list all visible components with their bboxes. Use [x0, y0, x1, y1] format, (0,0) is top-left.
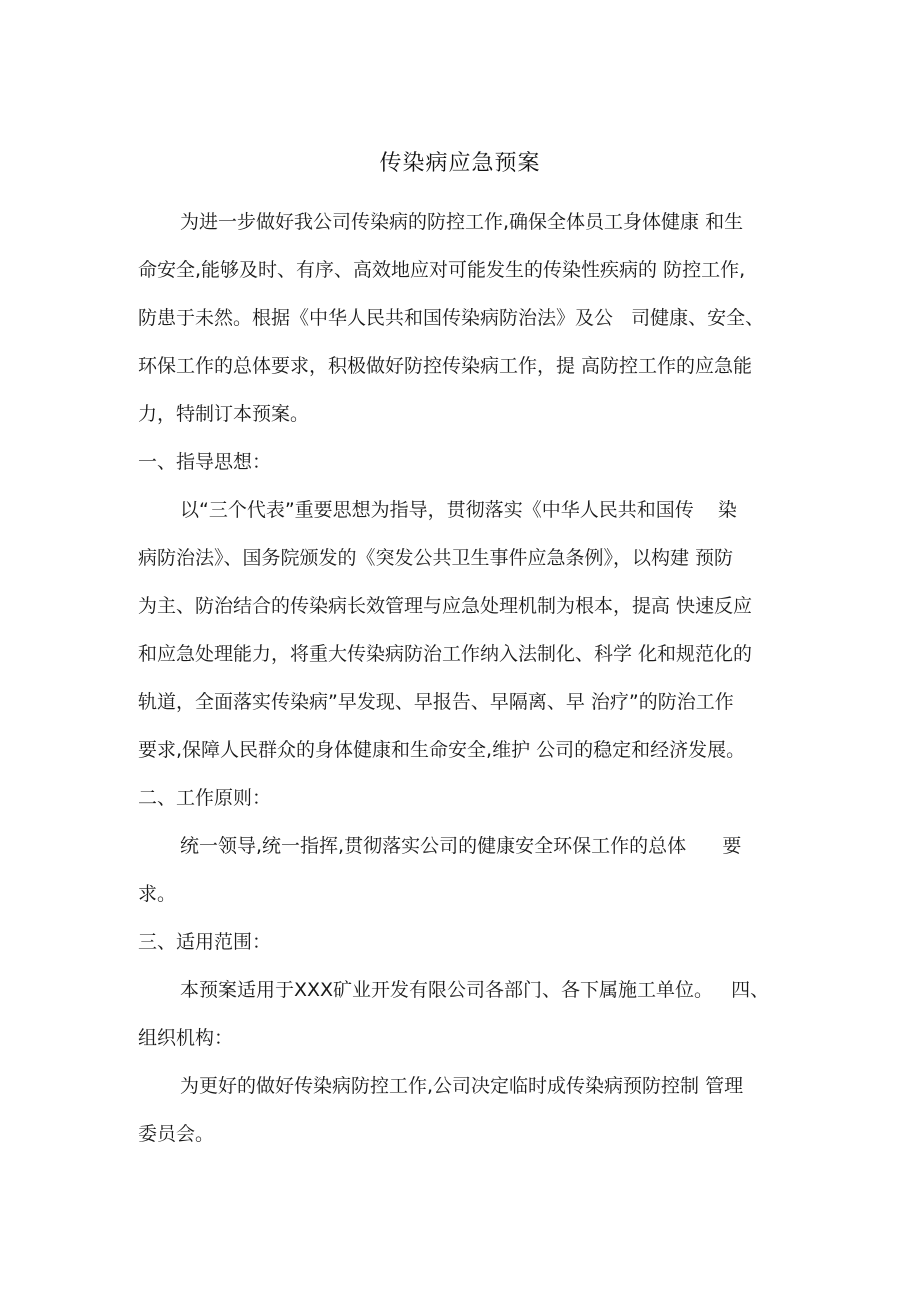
paragraph-line: 本预案适用于XXX矿业开发有限公司各部门、各下属施工单位。 四、	[180, 979, 770, 1001]
paragraph-line: 病防治法》、国务院颁发的《突发公共卫生事件应急条例》，以构建 预防	[138, 547, 734, 569]
section-heading: 二、工作原则：	[138, 787, 272, 809]
section-heading: 一、指导思想：	[138, 451, 272, 473]
paragraph-line: 统一领导,统一指挥,贯彻落实公司的健康安全环保工作的总体 要	[180, 835, 742, 857]
paragraph-line: 轨道，全面落实传染病”早发现、早报告、早隔离、早 治疗”的防治工作	[138, 691, 734, 713]
paragraph-line: 环保工作的总体要求，积极做好防控传染病工作，提 高防控工作的应急能	[138, 355, 753, 377]
paragraph-line: 为主、防治结合的传染病长效管理与应急处理机制为根本，提高 快速反应	[138, 595, 753, 617]
paragraph-line: 命安全,能够及时、有序、高效地应对可能发生的传染性疾病的 防控工作,	[138, 259, 746, 281]
paragraph-line: 力，特制订本预案。	[138, 403, 310, 425]
paragraph-line: 防患于未然。根据《中华人民共和国传染病防治法》及公 司健康、安全、	[138, 307, 765, 329]
paragraph-line: 要求,保障人民群众的身体健康和生命安全,维护 公司的稳定和经济发展。	[138, 739, 746, 761]
paragraph-line: 和应急处理能力，将重大传染病防治工作纳入法制化、科学 化和规范化的	[138, 643, 753, 665]
section-heading: 组织机构：	[138, 1027, 234, 1049]
section-heading: 三、适用范围：	[138, 931, 272, 953]
paragraph-line: 委员会。	[138, 1123, 215, 1145]
paragraph-line: 求。	[138, 883, 177, 905]
paragraph-line: 为更好的做好传染病防控工作,公司决定临时成传染病预防控制 管理	[180, 1075, 744, 1097]
paragraph-line: 以“三个代表”重要思想为指导，贯彻落实《中华人民共和国传 染	[180, 499, 737, 521]
paragraph-line: 为进一步做好我公司传染病的防控工作,确保全体员工身体健康 和生	[180, 211, 744, 233]
document-title: 传染病应急预案	[379, 151, 541, 176]
